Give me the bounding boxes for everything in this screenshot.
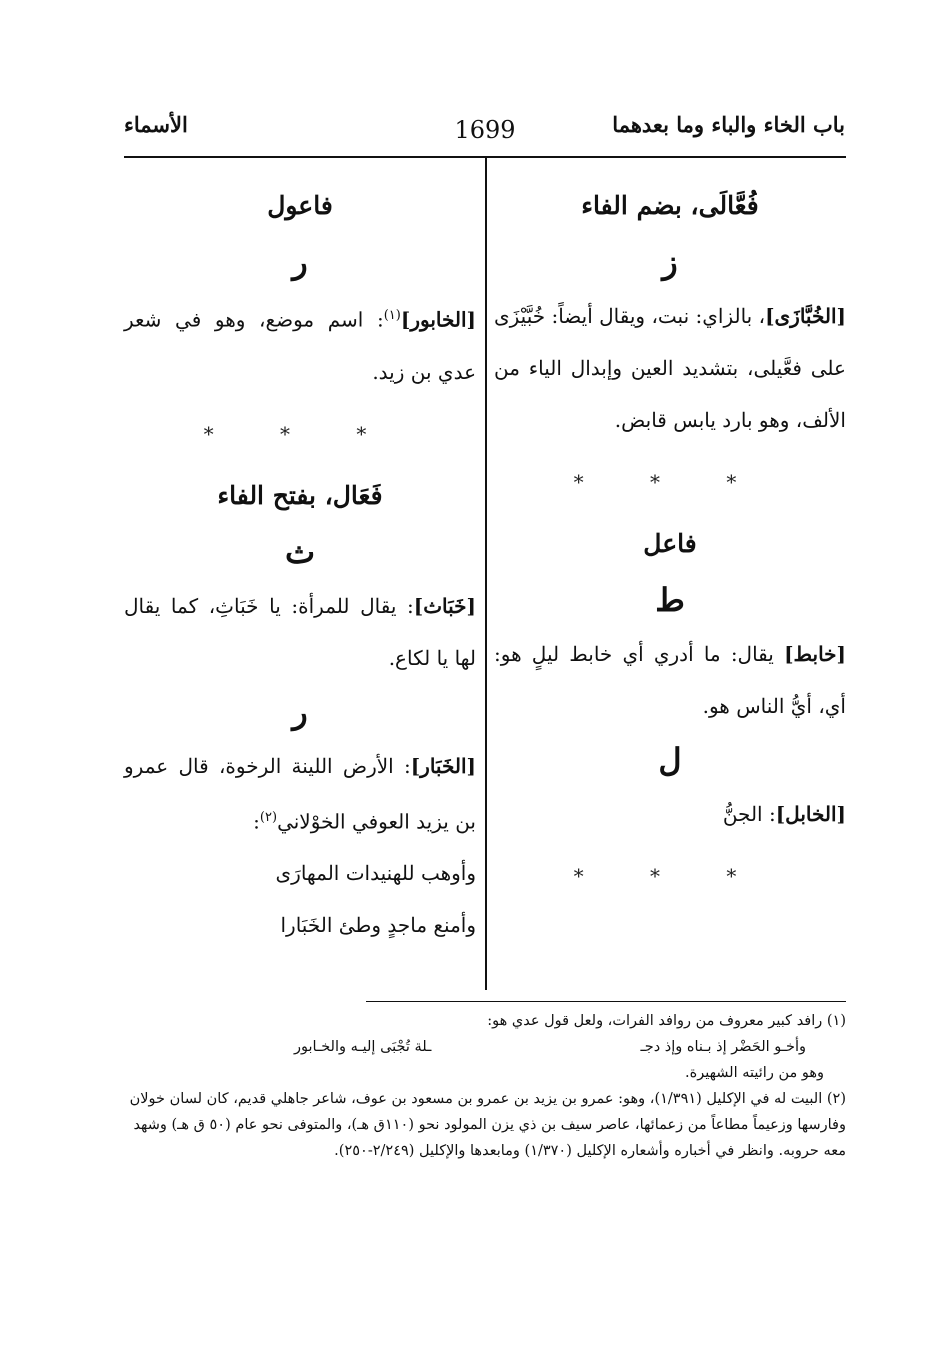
footnote-1-verse [124, 1034, 846, 1060]
footnote-1: (١) رافد كبير معروف من روافد الفرات، ولعل قول عدي هو: [487, 1013, 846, 1029]
entry-khubbazay [494, 290, 846, 446]
headword: [الخابور] [400, 307, 476, 332]
footnote-ref: (١) [383, 308, 401, 323]
letter-heading-th: ث [284, 532, 316, 571]
headword: [الخُبَّازَى] [765, 304, 846, 328]
letter-heading-r: ر [292, 243, 308, 281]
section-heading-fuaala: فُعَّالَى، بضم الفاء [581, 191, 759, 220]
footnote-1-note: وهو من رائيته الشهيرة. [684, 1065, 824, 1081]
definition: يقال: ما أدري أي خابط ليلٍ هو: أي، أيُّ الناس هو. [494, 642, 846, 718]
headword: [خَبَاث] [413, 593, 476, 618]
definition: ، بالزاي: نبت، ويقال أيضاً: خُبَّيْزَى على فعَّيلى، بتشديد العين وإبدال الياء من الألف، وهو بارد يابس قابض. [493, 304, 846, 432]
footnotes [124, 1008, 846, 1164]
column-divider [485, 158, 487, 990]
separator-stars: * * * [203, 421, 397, 446]
entry-khabil [494, 788, 846, 840]
verse-line: وأمنع ماجدٍ وطئ الخَبَارا [280, 913, 476, 938]
verse-hemistich: وأخـو الحَضْر إذ بـناه وإذ دجـ [640, 1039, 806, 1055]
letter-heading-l: ل [658, 741, 682, 779]
section-title: الأسماء [124, 112, 188, 137]
section-heading-faaul: فاعول [267, 191, 333, 220]
definition: : اسم موضع، وهو في شعر عدي بن زيد. [124, 307, 476, 384]
letter-heading-z: ز [662, 243, 678, 281]
headword: [خابط] [784, 642, 846, 666]
headword: [الخابل] [775, 802, 846, 826]
verse-hemistich: ـلة تُجْبَى إليـه والخـابور [294, 1039, 432, 1055]
headword: [الخَبَار] [410, 753, 476, 778]
page-number: 1699 [454, 116, 516, 144]
footnote-ref: (٢) [259, 809, 278, 825]
footnote-rule [366, 1001, 846, 1002]
separator-stars: * * * [573, 470, 767, 494]
definition: : يقال للمرأة: يا خَبَاثِ، كما يقال لها يا لكاع. [124, 593, 476, 670]
left-column [124, 170, 476, 951]
letter-heading-r: ر [292, 692, 308, 731]
section-heading-faal: فَعَال، بفتح الفاء [217, 480, 383, 510]
entry-khabath [124, 580, 476, 684]
right-column [494, 170, 846, 912]
footnote-2: (٢) البيت له في الإكليل (١/٣٩١)، وهو: عمرو بن يزيد بن عمرو بن مسعود بن عوف، شاعر جاهلي قديم، كان لسان خولان وفارسها وزعيماً مطاعاً من زعمائها، عاصر سيف بن ذي يزن المولود نحو (١١٠ق هـ)، والمتوفى نحو عام (٥٠ ق هـ) وشهد معه حروبه. وانظر في أخباره وأشعاره الإكليل (١/٣٧٠) ومابعدها والإكليل (٢/٢٤٩-٢٥٠). [129, 1091, 846, 1159]
entry-khabur [124, 290, 476, 398]
chapter-title: باب الخاء والباء وما بعدهما [612, 112, 845, 137]
definition: : الجنُّ [722, 802, 776, 826]
definition-end: : [253, 809, 260, 834]
entry-khabit [494, 628, 846, 732]
section-heading-faail: فاعل [643, 529, 697, 558]
separator-stars: * * * [573, 864, 767, 888]
letter-heading-t: ط [655, 581, 685, 619]
verse-line: وأوهب للهنيدات المهارَى [275, 861, 476, 886]
entry-khabar [124, 740, 476, 848]
definition: : الأرض اللينة الرخوة، قال عمرو بن يزيد العوفي الخوْلاني [124, 753, 476, 834]
